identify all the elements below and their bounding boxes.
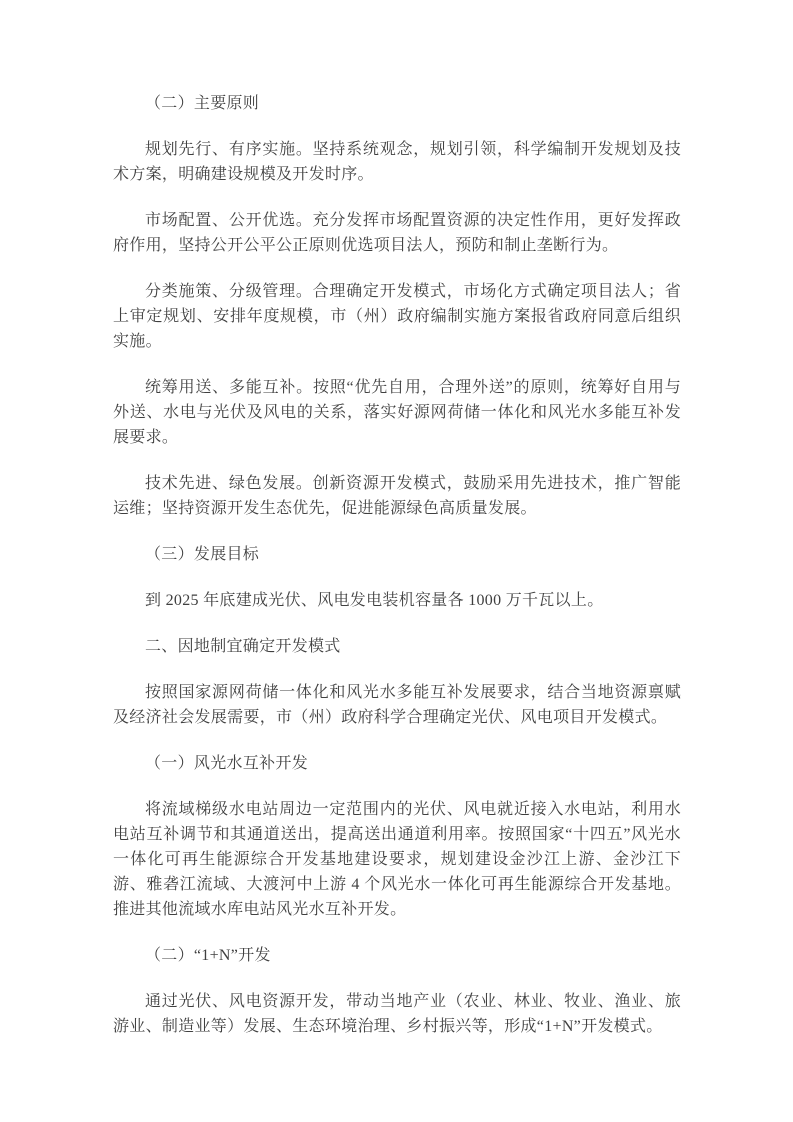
body-paragraph-coordinated-use: 统筹用送、多能互补。按照“优先自用，合理外送”的原则，统筹好自用与外送、水电与光伏及风电的关系，落实好源网荷储一体化和风光水多能互补发展要求。: [113, 379, 681, 446]
body-paragraph-advanced-technology: 技术先进、绿色发展。创新资源开发模式，鼓励采用先进技术，推广智能运维；坚持资源开发生态优先，促进能源绿色高质量发展。: [113, 475, 681, 517]
body-paragraph-mode-determination: 按照国家源网荷储一体化和风光水多能互补发展要求，结合当地资源禀赋及经济社会发展需要，市（州）政府科学合理确定光伏、风电项目开发模式。: [113, 684, 681, 726]
body-paragraph-planning-first: 规划先行、有序实施。坚持系统观念，规划引领，科学编制开发规划及技术方案，明确建设规模及开发时序。: [113, 141, 681, 183]
body-paragraph-cascade-hydro-bases: 将流域梯级水电站周边一定范围内的光伏、风电就近接入水电站，利用水电站互补调节和其通道送出，提高送出通道利用率。按照国家“十四五”风光水一体化可再生能源综合开发基地建设要求，规划建设金沙江上游、金沙江下游、雅砻江流域、大渡河中上游 4 个风光水一体化可再生能源综合开发基地。推进其他流域水库电站风光水互补开发。: [113, 801, 681, 918]
section-heading-main-principles: （二）主要原则: [145, 95, 260, 112]
body-paragraph-market-allocation: 市场配置、公开优选。充分发挥市场配置资源的决定性作用，更好发挥政府作用，坚持公开公平公正原则优选项目法人，预防和制止垄断行为。: [113, 212, 681, 254]
body-paragraph-classified-management: 分类施策、分级管理。合理确定开发模式，市场化方式确定项目法人；省上审定规划、安排年度规模，市（州）政府编制实施方案报省政府同意后组织实施。: [113, 283, 681, 350]
section-heading-development-goals: （三）发展目标: [145, 546, 260, 563]
chapter-heading-development-mode: 二、因地制宜确定开发模式: [145, 638, 341, 655]
body-paragraph-2025-target: 到 2025 年底建成光伏、风电发电装机容量各 1000 万千瓦以上。: [145, 592, 604, 609]
document-body: [113, 91, 681, 1039]
body-paragraph-1-plus-n-mode: 通过光伏、风电资源开发，带动当地产业（农业、林业、牧业、渔业、旅游业、制造业等）发展、生态环境治理、乡村振兴等，形成“1+N”开发模式。: [113, 993, 681, 1035]
section-heading-1-plus-n: （二）“1+N”开发: [145, 947, 271, 964]
section-heading-wind-solar-hydro: （一）风光水互补开发: [145, 755, 309, 772]
